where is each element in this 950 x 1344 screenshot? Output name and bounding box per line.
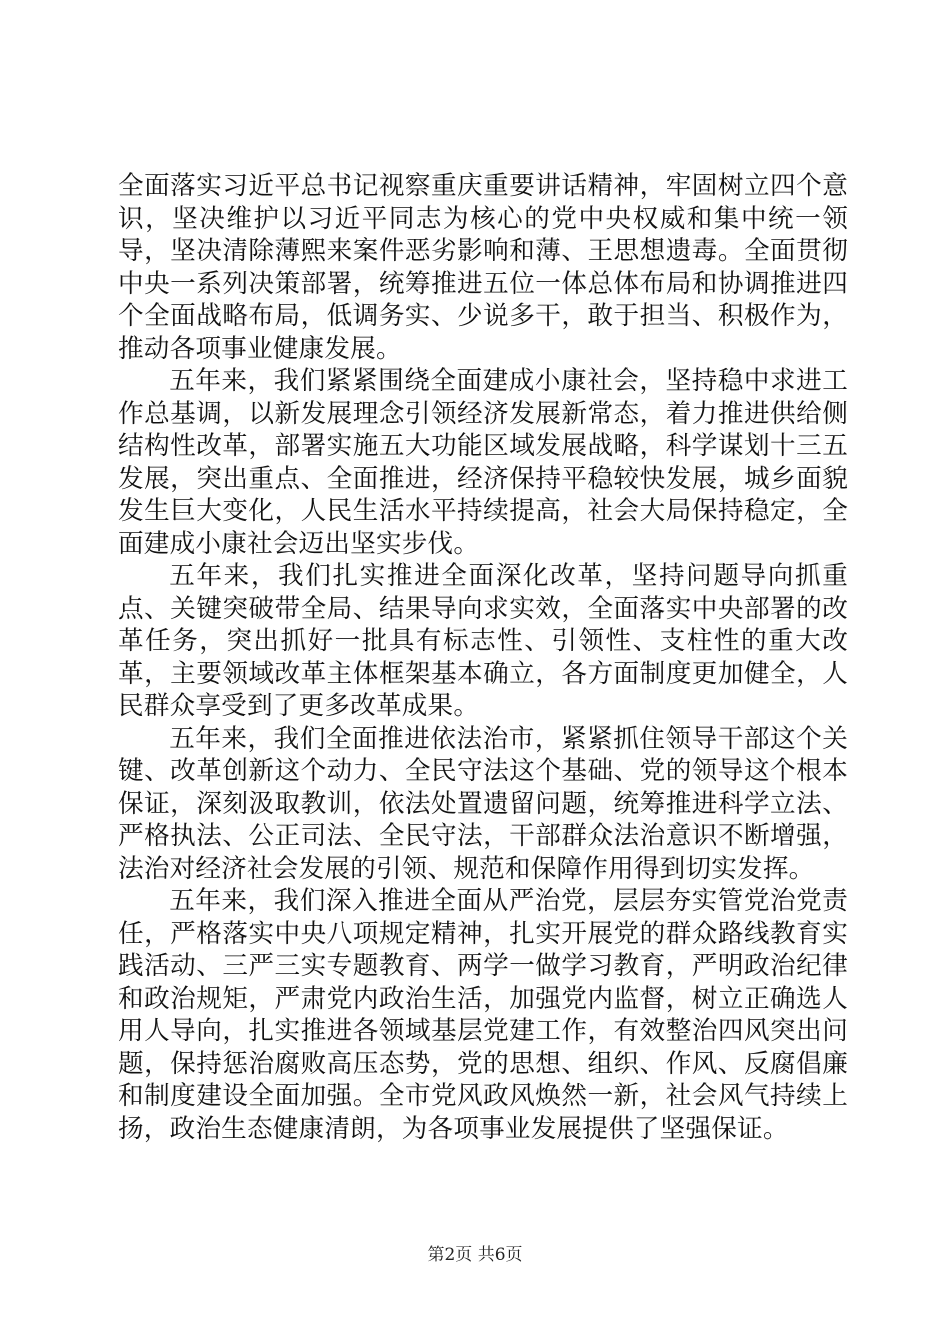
body-text (118, 170, 848, 1145)
page-number-footer: 第2页 共6页 (427, 1245, 523, 1265)
paragraph-5: 五年来，我们深入推进全面从严治党，层层夯实管党治党责任，严格落实中央八项规定精神，扎实开展党的群众路线教育实践活动、三严三实专题教育、两学一做学习教育，严明政治纪律和政治规矩，严肃党内政治生活，加强党内监督，树立正确选人用人导向，扎实推进各领域基层党建工作，有效整治四风突出问题，保持惩治腐败高压态势，党的思想、组织、作风、反腐倡廉和制度建设全面加强。全市党风政风焕然一新，社会风气持续上扬，政治生态健康清朗，为各项事业发展提供了坚强保证。 (118, 886, 848, 1144)
paragraph-1: 全面落实习近平总书记视察重庆重要讲话精神，牢固树立四个意识，坚决维护以习近平同志为核心的党中央权威和集中统一领导，坚决清除薄熙来案件恶劣影响和薄、王思想遗毒。全面贯彻中央一系列决策部署，统筹推进五位一体总体布局和协调推进四个全面战略布局，低调务实、少说多干，敢于担当、积极作为，推动各项事业健康发展。 (118, 171, 848, 364)
paragraph-3: 五年来，我们扎实推进全面深化改革，坚持问题导向抓重点、关键突破带全局、结果导向求实效，全面落实中央部署的改革任务，突出抓好一批具有标志性、引领性、支柱性的重大改革，主要领域改革主体框架基本确立，各方面制度更加健全，人民群众享受到了更多改革成果。 (118, 561, 848, 721)
paragraph-4: 五年来，我们全面推进依法治市，紧紧抓住领导干部这个关键、改革创新这个动力、全民守法这个基础、党的领导这个根本保证，深刻汲取教训，依法处置遗留问题，统筹推进科学立法、严格执法、公正司法、全民守法，干部群众法治意识不断增强，法治对经济社会发展的引领、规范和保障作用得到切实发挥。 (118, 723, 848, 884)
paragraph-2: 五年来，我们紧紧围绕全面建成小康社会，坚持稳中求进工作总基调，以新发展理念引领经济发展新常态，着力推进供给侧结构性改革，部署实施五大功能区域发展战略，科学谋划十三五发展，突出重点、全面推进，经济保持平稳较快发展，城乡面貌发生巨大变化，人民生活水平持续提高，社会大局保持稳定，全面建成小康社会迈出坚实步伐。 (118, 366, 848, 559)
